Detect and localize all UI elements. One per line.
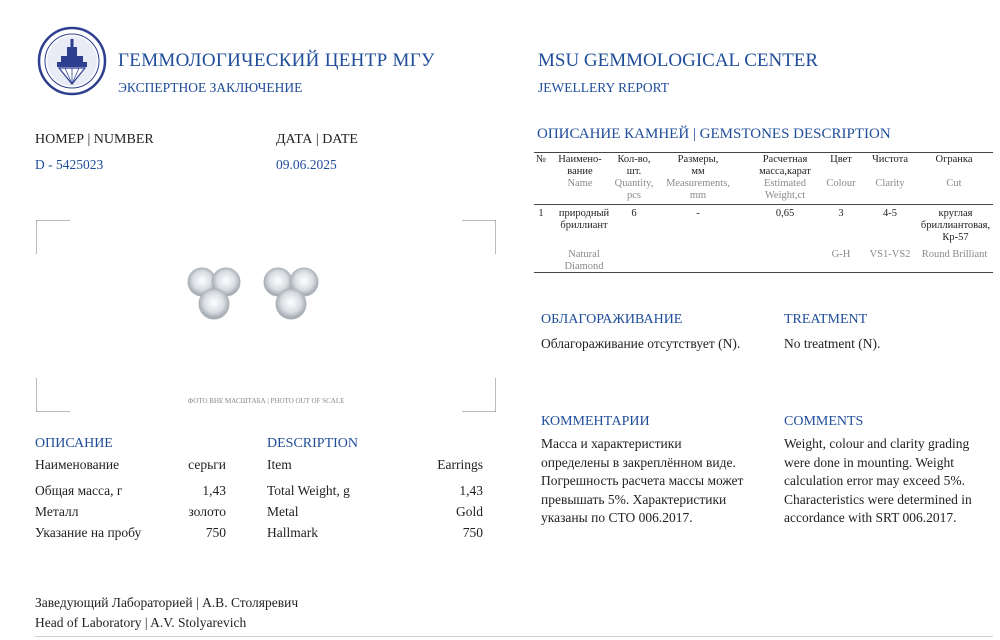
gem-cell-en: G-H <box>831 249 851 260</box>
gem-cell-en: VS1-VS2 <box>869 249 911 260</box>
gemstones-table <box>534 152 993 272</box>
number-label: НОМЕР | NUMBER <box>35 132 154 147</box>
treatment-heading-ru: ОБЛАГОРАЖИВАНИЕ <box>541 312 683 327</box>
desc-label-ru: Наименование <box>35 457 120 472</box>
gem-col-header: Огранка <box>935 154 973 165</box>
desc-value-en: Gold <box>456 504 483 519</box>
desc-value-ru: золото <box>188 504 226 519</box>
gem-col-header-en: Name <box>567 178 593 189</box>
gem-col-header: Чистота <box>871 154 909 165</box>
date-value: 09.06.2025 <box>276 157 337 172</box>
gemstones-heading: ОПИСАНИЕ КАМНЕЙ | GEMSTONES DESCRIPTION <box>537 126 891 142</box>
desc-label-ru: Указание на пробу <box>35 525 142 540</box>
gem-cell: 6 <box>631 208 637 219</box>
gem-col-header-en: Estimated Weight,ct <box>764 178 806 201</box>
header-title-en: MSU GEMMOLOGICAL CENTER <box>538 50 819 71</box>
gem-col-header-en: Cut <box>946 178 962 189</box>
desc-label-ru: Металл <box>35 504 79 519</box>
desc-label-en: Total Weight, g <box>267 483 350 498</box>
comments-text-ru: Масса и характеристики определены в закреплённом виде. Погрешность расчета массы может превышать 5%. Характеристики указаны по СТО 006.2017. <box>541 436 744 525</box>
gem-cell: круглая бриллиантовая, Кр-57 <box>920 208 991 243</box>
desc-label-en: Metal <box>267 504 299 519</box>
desc-value-en: 750 <box>462 525 483 540</box>
treatment-text-ru: Облагораживание отсутствует (N). <box>541 336 741 351</box>
desc-value-ru: серьги <box>188 457 226 472</box>
date-label: ДАТА | DATE <box>276 132 358 147</box>
gem-cell: 1 <box>538 208 544 219</box>
gem-col-header: Расчетная масса,карат <box>759 154 811 177</box>
signature-en: Head of Laboratory | A.V. Stolyarevich <box>35 615 247 630</box>
desc-value-en: 1,43 <box>459 483 483 498</box>
gem-col-header-en: Quantity, pcs <box>614 178 654 201</box>
gem-col-header-en: Measurements, mm <box>666 178 730 201</box>
desc-label-en: Hallmark <box>267 525 318 540</box>
header-title-ru: ГЕММОЛОГИЧЕСКИЙ ЦЕНТР МГУ <box>118 50 435 71</box>
gem-cell: 3 <box>838 208 844 219</box>
description-heading-ru: ОПИСАНИЕ <box>35 436 113 451</box>
gem-col-header: № <box>535 154 547 165</box>
treatment-heading-en: TREATMENT <box>784 312 868 327</box>
desc-value-ru: 1,43 <box>202 483 226 498</box>
header-subtitle-en: JEWELLERY REPORT <box>538 80 670 95</box>
gem-cell: 0,65 <box>775 208 795 219</box>
gem-col-header-en: Colour <box>826 178 856 189</box>
desc-value-ru: 750 <box>205 525 226 540</box>
gem-col-header-en: Clarity <box>875 178 905 189</box>
gem-cell: природный бриллиант <box>558 208 610 231</box>
gem-cell-en: Natural Diamond <box>564 249 604 272</box>
photo-caption: ФОТО ВНЕ МАСШТАБА | PHOTO OUT OF SCALE <box>187 397 345 405</box>
earrings-photo <box>180 262 330 332</box>
gem-cell: 4-5 <box>883 208 897 219</box>
gem-col-header: Цвет <box>830 154 852 165</box>
gem-cell-en: Round Brilliant <box>921 249 988 260</box>
comments-text-en: Weight, colour and clarity grading were done in mounting. Weight calculation error may exceed 5%. Characteristics were determined in accordance with SRT 006.2017. <box>784 436 972 525</box>
gem-col-header: Наимено- вание <box>558 154 602 177</box>
desc-label-ru: Общая масса, г <box>35 483 123 498</box>
treatment-text-en: No treatment (N). <box>784 336 881 351</box>
comments-heading-ru: КОММЕНТАРИИ <box>541 414 650 429</box>
msu-logo-emblem <box>37 26 107 96</box>
footer-divider <box>35 636 993 637</box>
desc-value-en: Earrings <box>437 457 483 472</box>
description-heading-en: DESCRIPTION <box>267 436 359 451</box>
signature-ru: Заведующий Лабораторией | А.В. Столяревич <box>35 595 299 610</box>
gem-col-header: Кол-во, шт. <box>617 154 651 177</box>
desc-label-en: Item <box>267 457 292 472</box>
gem-cell: - <box>696 208 700 219</box>
comments-heading-en: COMMENTS <box>784 414 864 429</box>
number-value: D - 5425023 <box>35 157 104 172</box>
gem-col-header: Размеры, мм <box>677 154 719 177</box>
header-subtitle-ru: ЭКСПЕРТНОЕ ЗАКЛЮЧЕНИЕ <box>118 80 303 95</box>
